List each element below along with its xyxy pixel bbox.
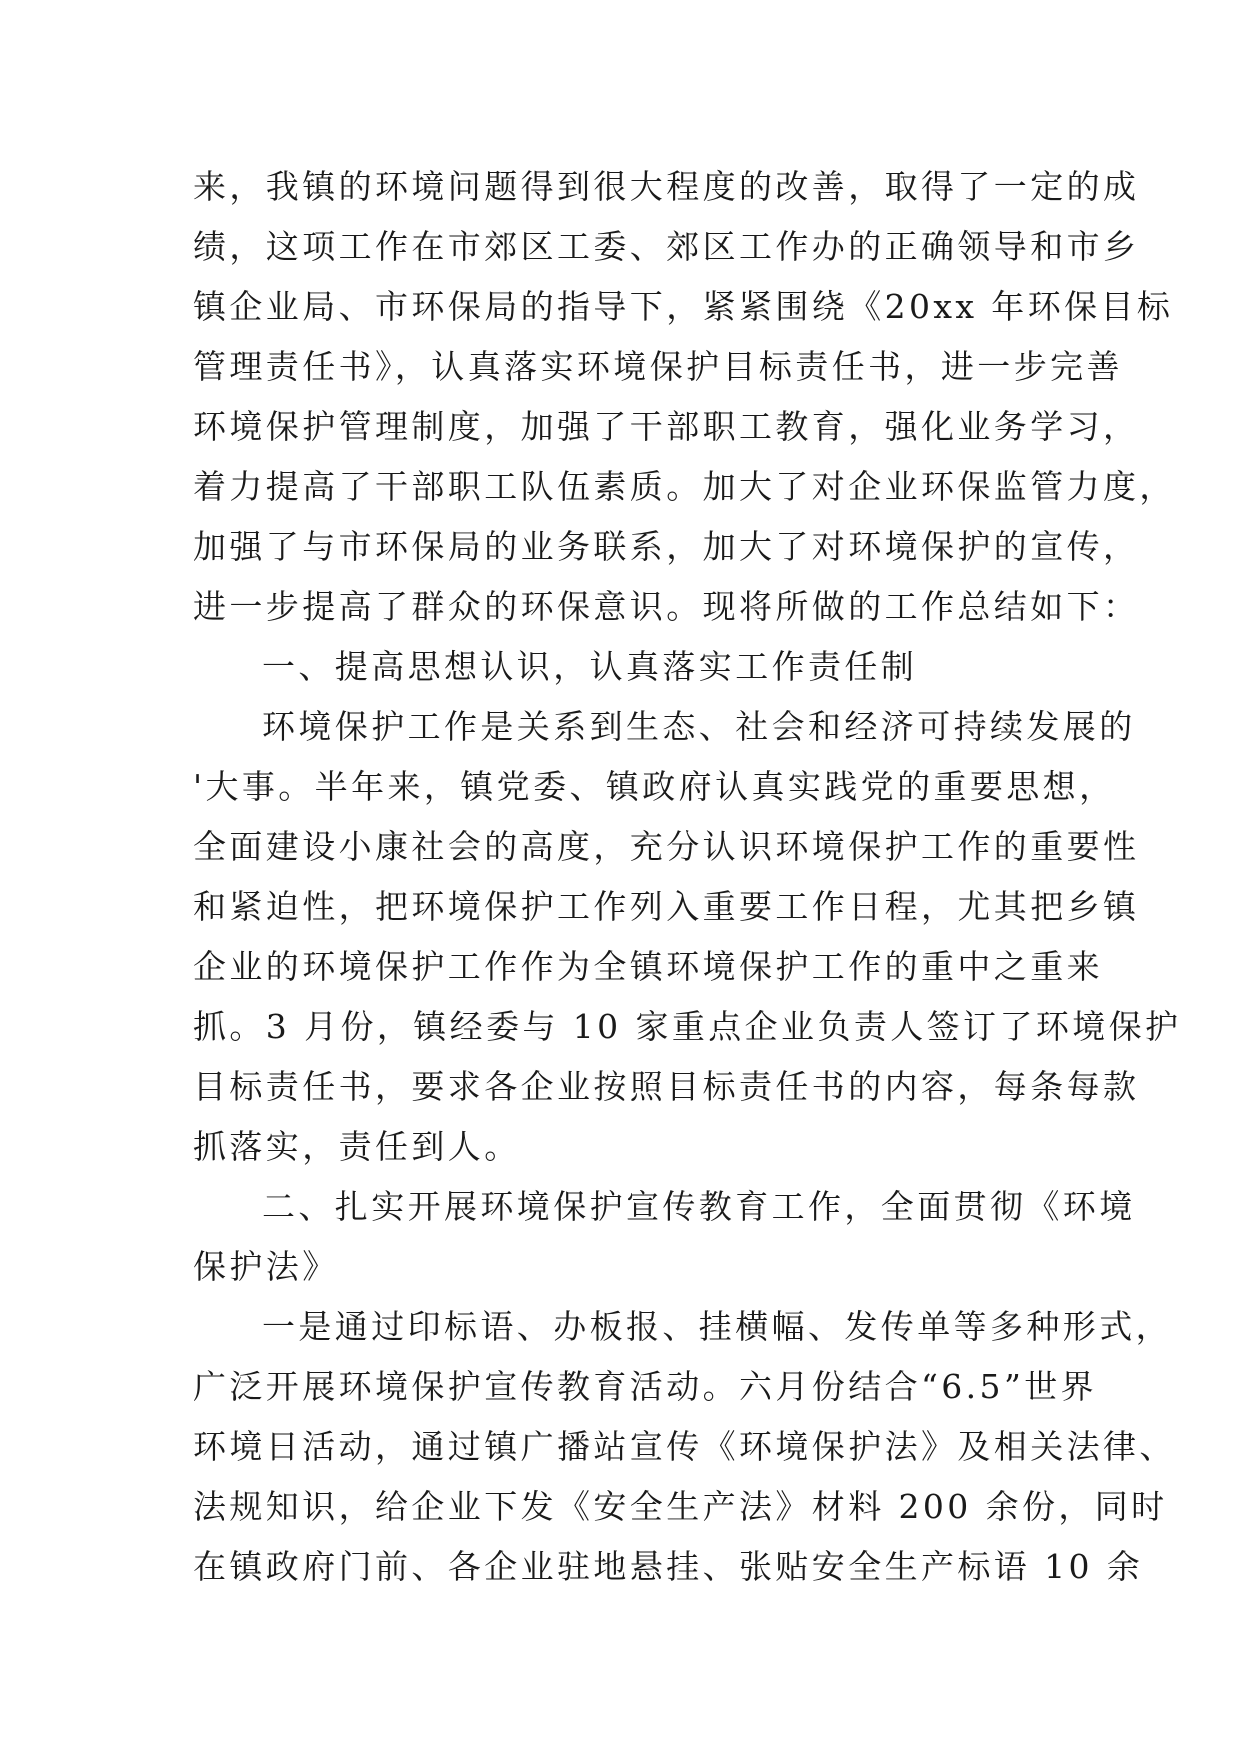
body-line: 目标责任书，要求各企业按照目标责任书的内容，每条每款 — [193, 1067, 1140, 1106]
body-line: 在镇政府门前、各企业驻地悬挂、张贴安全生产标语 10 余 — [193, 1547, 1144, 1586]
body-line: '大事。半年来，镇党委、镇政府认真实践党的重要思想， — [193, 767, 1116, 806]
body-line: 进一步提高了群众的环保意识。现将所做的工作总结如下： — [193, 587, 1140, 626]
body-line: 企业的环境保护工作作为全镇环境保护工作的重中之重来 — [193, 947, 1103, 986]
section-heading-2-continued: 保护法》 — [193, 1247, 339, 1286]
body-line: 管理责任书》，认真落实环境保护目标责任书，进一步完善 — [193, 347, 1123, 386]
body-line: 全面建设小康社会的高度，充分认识环境保护工作的重要性 — [193, 827, 1140, 866]
body-line: 法规知识，给企业下发《安全生产法》材料 200 余份，同时 — [193, 1487, 1168, 1526]
body-line: 镇企业局、市环保局的指导下，紧紧围绕《20xx 年环保目标 — [193, 287, 1174, 326]
paragraph-first-line: 一是通过印标语、办板报、挂横幅、发传单等多种形式， — [262, 1307, 1172, 1346]
document-body — [193, 157, 1182, 1597]
body-line: 抓。3 月份，镇经委与 10 家重点企业负责人签订了环境保护 — [193, 1007, 1182, 1046]
body-line: 来，我镇的环境问题得到很大程度的改善，取得了一定的成 — [193, 167, 1140, 206]
body-line: 广泛开展环境保护宣传教育活动。六月份结合“6.5”世界 — [193, 1367, 1098, 1406]
body-line: 环境保护管理制度，加强了干部职工教育，强化业务学习， — [193, 407, 1140, 446]
body-line: 抓落实，责任到人。 — [193, 1127, 521, 1166]
body-line: 环境日活动，通过镇广播站宣传《环境保护法》及相关法律、 — [193, 1427, 1176, 1466]
body-line: 着力提高了干部职工队伍素质。加大了对企业环保监管力度， — [193, 467, 1176, 506]
paragraph-first-line: 环境保护工作是关系到生态、社会和经济可持续发展的 — [262, 707, 1136, 746]
section-heading-2: 二、扎实开展环境保护宣传教育工作，全面贯彻《环境 — [262, 1187, 1136, 1226]
body-line: 绩，这项工作在市郊区工委、郊区工作办的正确领导和市乡 — [193, 227, 1140, 266]
section-heading-1: 一、提高思想认识，认真落实工作责任制 — [262, 647, 918, 686]
body-line: 和紧迫性，把环境保护工作列入重要工作日程，尤其把乡镇 — [193, 887, 1140, 926]
body-line: 加强了与市环保局的业务联系，加大了对环境保护的宣传， — [193, 527, 1140, 566]
